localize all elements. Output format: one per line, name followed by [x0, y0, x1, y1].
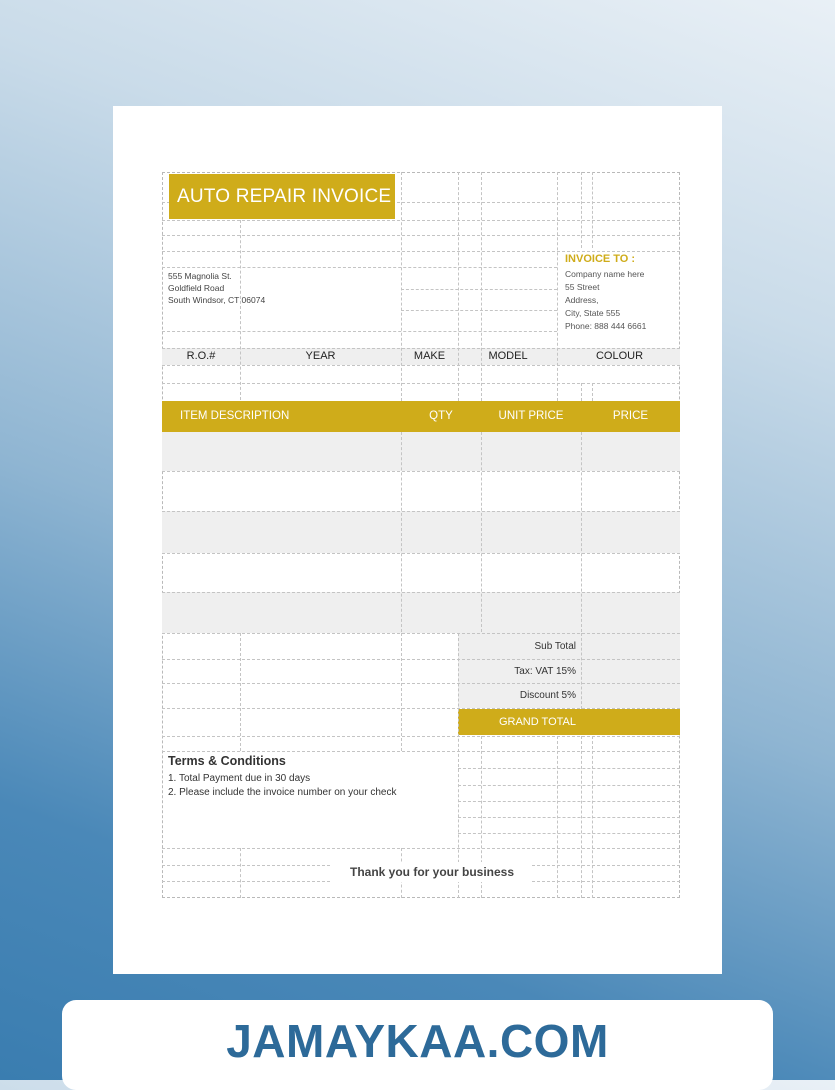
item-row — [162, 592, 680, 633]
terms-list — [168, 772, 396, 800]
header-item-description: ITEM DESCRIPTION — [180, 410, 290, 422]
invoice-to-line: Company name here — [565, 269, 645, 279]
terms-item: 2. Please include the invoice number on your check — [168, 787, 397, 798]
address-line: South Windsor, CT 06074 — [168, 295, 266, 305]
sender-address — [168, 270, 265, 306]
invoice-to-line: City, State 555 — [565, 308, 621, 318]
grand-total-label: GRAND TOTAL — [498, 716, 576, 728]
tax-label: Tax: VAT 15% — [514, 666, 576, 677]
header-model: MODEL — [488, 350, 528, 362]
terms-title: Terms & Conditions — [168, 754, 286, 768]
grand-total-value — [581, 709, 680, 735]
header-price: PRICE — [612, 410, 649, 422]
header-qty: QTY — [429, 410, 453, 422]
invoice-to-line: 55 Street — [565, 282, 600, 292]
invoice-to-line: Phone: 888 444 6661 — [565, 321, 647, 331]
header-unit-price: UNIT PRICE — [498, 410, 564, 422]
item-row — [162, 432, 680, 471]
invoice-to-details — [565, 268, 646, 333]
discount-label: Discount 5% — [519, 690, 576, 701]
invoice-title: AUTO REPAIR INVOICE — [169, 174, 395, 219]
thank-you-note: Thank you for your business — [332, 862, 532, 882]
invoice-to-label: INVOICE TO : — [565, 253, 636, 265]
site-name: JAMAYKAA.COM — [226, 1015, 609, 1067]
header-ro-number: R.O.# — [186, 350, 216, 362]
invoice-to-line: Address, — [565, 295, 599, 305]
header-make: MAKE — [413, 350, 446, 362]
address-line: 555 Magnolia St. — [168, 271, 232, 281]
address-line: Goldfield Road — [168, 283, 225, 293]
sub-total-label: Sub Total — [534, 641, 576, 652]
terms-item: 1. Total Payment due in 30 days — [168, 773, 311, 784]
item-row — [162, 511, 680, 553]
header-colour: COLOUR — [595, 350, 644, 362]
header-year: YEAR — [305, 350, 336, 362]
site-banner — [62, 1000, 773, 1090]
